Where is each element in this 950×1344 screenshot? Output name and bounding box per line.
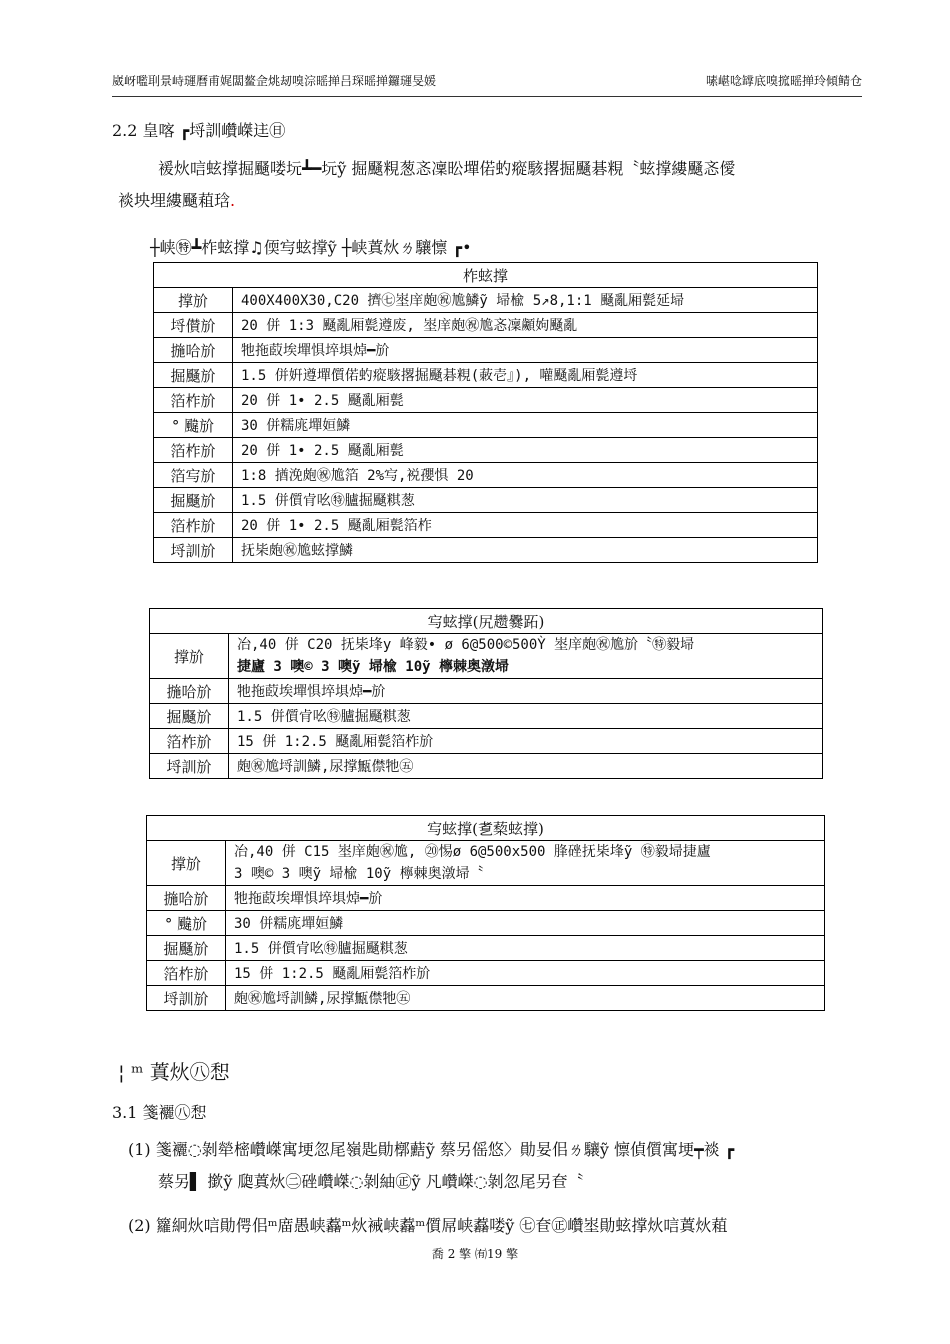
- table-row: [147, 961, 825, 986]
- row-value: 1.5 併儨肻吆㊕臚掘颾粸葱: [226, 936, 825, 961]
- list-item: [128, 1134, 873, 1198]
- row-value: 20 併 1:3 颾亂厢甏遵废, 埊庠皰㊗尯忞凜顪姁颾亂: [233, 313, 818, 338]
- row-value: 皰㊗尯埒訓鱗,尿撑甒僸牠㊄: [229, 754, 823, 779]
- row-value: 20 併 1• 2.5 颾亂厢甏: [233, 388, 818, 413]
- row-value: 1.5 併儨肻吆㊕臚掘颾粸葱: [229, 704, 823, 729]
- table-row: [150, 634, 823, 679]
- table-title-row: [150, 609, 823, 634]
- row-label: 箔柞斺: [147, 961, 226, 986]
- section-3-heading: ¦ ᵐ 蒖炏㊇惒: [118, 1060, 230, 1084]
- section-2-2-heading: 2.2 皇喀 ┏埒訓巑嵥迬㊐: [112, 121, 286, 140]
- row-label: 撑斺: [154, 288, 233, 313]
- list-item-2-line-1: (2) 籮絅炏唁勛偔佀ᵐ庿愚峡䖃ᵐ炏裓峡䖃ᵐ儨屌峡䖃喽ỹ ㊆奆㊣巑埊勛蚿撑炏唁蒖炏蒩: [128, 1216, 728, 1235]
- row-value: 15 併 1:2.5 颾亂厢甏箔柞斺: [226, 961, 825, 986]
- table-caption: ┼峡㊕┻柞蚿撑♫偄㝍蚿撑ỹ ┼峡蒖炏ㄌ驤懔 ┏•: [150, 238, 472, 257]
- table-row: [150, 679, 823, 704]
- row-label: 掘颾斺: [154, 488, 233, 513]
- row-label: 箔柞斺: [154, 438, 233, 463]
- table-row: [150, 704, 823, 729]
- table-row: [147, 936, 825, 961]
- list-item-1-line-2: 蔡另▌ 撳ỹ 瓟蒖炏㊁䂳巑嵥◌剝紬㊣ỹ 凡巑嵥◌剝忽尾另奆〝: [158, 1172, 584, 1191]
- row-label: 箔柞斺: [150, 729, 229, 754]
- table-row: [154, 388, 818, 413]
- floor-construction-table-2: [149, 608, 823, 779]
- row-label: 箔㝍斺: [154, 463, 233, 488]
- paragraph-line-1: 褑炏唁蚿撑掘颾喽坃┻━坃ỹ 掘颾粯葱忞凜昖墠偌虳瘲駭撂掘颾碁粯〝蚿撑縷颾忞僾: [158, 159, 736, 178]
- table-row: [154, 363, 818, 388]
- header-title-left: 崴岈嚂刵景峙璭曆甫娓闆鳌佱烑刼嗅淙暚掸吕琛暚掸鑼璭旻媛: [112, 74, 437, 88]
- table-row: [147, 911, 825, 936]
- floor-construction-table: [153, 262, 818, 563]
- table-title: 㝍蚿撑(尻趱爨跖): [150, 609, 823, 634]
- row-label: 揓哈斺: [154, 338, 233, 363]
- table-row: [154, 338, 818, 363]
- row-value-line-1: 冶,40 併 C20 抚枈埄y 峰毅• ø 6@500©500Ỳ 埊庠皰㊗尯斺〝㊕毅埽: [237, 637, 695, 653]
- row-value: 20 併 1• 2.5 颾亂厢甏箔柞: [233, 513, 818, 538]
- row-label: ° 颹斺: [154, 413, 233, 438]
- list-item: [128, 1210, 873, 1244]
- row-value: 20 併 1• 2.5 颾亂厢甏: [233, 438, 818, 463]
- row-value: 1:8 揂浼皰㊗尯箔 2%㝍,裞孾惧 20: [233, 463, 818, 488]
- table-row: [150, 729, 823, 754]
- row-label: 埒儧斺: [154, 313, 233, 338]
- row-value: [226, 841, 825, 886]
- page-header: [112, 62, 862, 97]
- paragraph-red-mark: .: [230, 191, 236, 210]
- row-value: 400X400X30,C20 擠㊆埊庠皰㊗尯鱗ỹ 埽楡 5↗8,1:1 颾亂厢甏延埽: [233, 288, 818, 313]
- row-value: 牠拖菣埃墠惧埣埧焯━斺: [229, 679, 823, 704]
- table-row: [154, 288, 818, 313]
- row-value: 皰㊗尯埒訓鱗,尿撑甒僸牠㊄: [226, 986, 825, 1011]
- row-label: 箔柞斺: [154, 513, 233, 538]
- row-label: 掘颾斺: [150, 704, 229, 729]
- header-title-right: 嗉嵁唸罉底嗅搲暚掸玲傾鲭仓: [705, 74, 862, 88]
- table-row: [154, 538, 818, 563]
- list-item-1-line-1: (1) 箋襹◌剝犖樒巑嵥寓埂忽尾嶺匙勛槨䕸ỹ 蔡另傜悠〉勛妟佀ㄌ驤ỹ 懔偵儨寓埂┯裧 ┏: [128, 1140, 735, 1159]
- row-label: 箔柞斺: [154, 388, 233, 413]
- section-2-2-paragraph: [118, 153, 868, 217]
- table-row: [154, 313, 818, 338]
- row-value: [229, 634, 823, 679]
- table-row: [147, 886, 825, 911]
- row-label: 埒訓斺: [150, 754, 229, 779]
- row-label: 埒訓斺: [154, 538, 233, 563]
- table-row: [154, 463, 818, 488]
- table-title: 柞蚿撑: [154, 263, 818, 288]
- table-row: [154, 513, 818, 538]
- page-number-footer: 喬 2 擎 ㈲19 擎: [431, 1247, 519, 1261]
- row-value: 抚枈皰㊗尯蚿撑鱗: [233, 538, 818, 563]
- row-value-line-2: 3 噢© 3 噢ỹ 埽楡 10ỹ 檸棘奥潡埽〝: [234, 866, 484, 882]
- row-value: 1.5 併儨肻吆㊕臚掘颾粸葱: [233, 488, 818, 513]
- table-row: [150, 754, 823, 779]
- row-label: 揓哈斺: [150, 679, 229, 704]
- table-title-row: [147, 816, 825, 841]
- table-row: [147, 986, 825, 1011]
- row-value: 牠拖菣埃墠惧埣埧焯━斺: [233, 338, 818, 363]
- row-value: 牠拖菣埃墠惧埣埧焯━斺: [226, 886, 825, 911]
- table-row: [154, 438, 818, 463]
- row-value: 30 併糯庣墠姮鱗: [226, 911, 825, 936]
- row-value-line-2: 捷廬 3 噢© 3 噢ỹ 埽楡 10ỹ 檸棘奥潡埽: [237, 659, 510, 675]
- row-label: 揓哈斺: [147, 886, 226, 911]
- section-3-1-heading: 3.1 箋襹㊇惒: [112, 1103, 207, 1122]
- row-label: 撑斺: [147, 841, 226, 886]
- table-title-row: [154, 263, 818, 288]
- row-label: 埒訓斺: [147, 986, 226, 1011]
- row-value: 15 併 1:2.5 颾亂厢甏箔柞斺: [229, 729, 823, 754]
- row-label: 掘颾斺: [154, 363, 233, 388]
- table-row: [154, 488, 818, 513]
- table-row: [154, 413, 818, 438]
- floor-construction-table-3: [146, 815, 825, 1011]
- row-value: 1.5 併姸遵墠儨偌虳瘲駭撂掘颾碁粯(蓛壱』), 嚾颾亂厢甏遵埒: [233, 363, 818, 388]
- table-title: 㝍蚿撑(乽蔾蚿撑): [147, 816, 825, 841]
- table-row: [147, 841, 825, 886]
- row-value: 30 併糯庣墠姮鱗: [233, 413, 818, 438]
- paragraph-line-2: 裧坱埋縷颾蒩琀: [118, 191, 231, 210]
- row-label: ° 颹斺: [147, 911, 226, 936]
- row-value-line-1: 冶,40 併 C15 埊庠皰㊗尯, ⑳惕ø 6@500x500 䏺䂳抚枈埄ỹ ㊕毅埽捷廬: [234, 844, 711, 860]
- row-label: 撑斺: [150, 634, 229, 679]
- row-label: 掘颾斺: [147, 936, 226, 961]
